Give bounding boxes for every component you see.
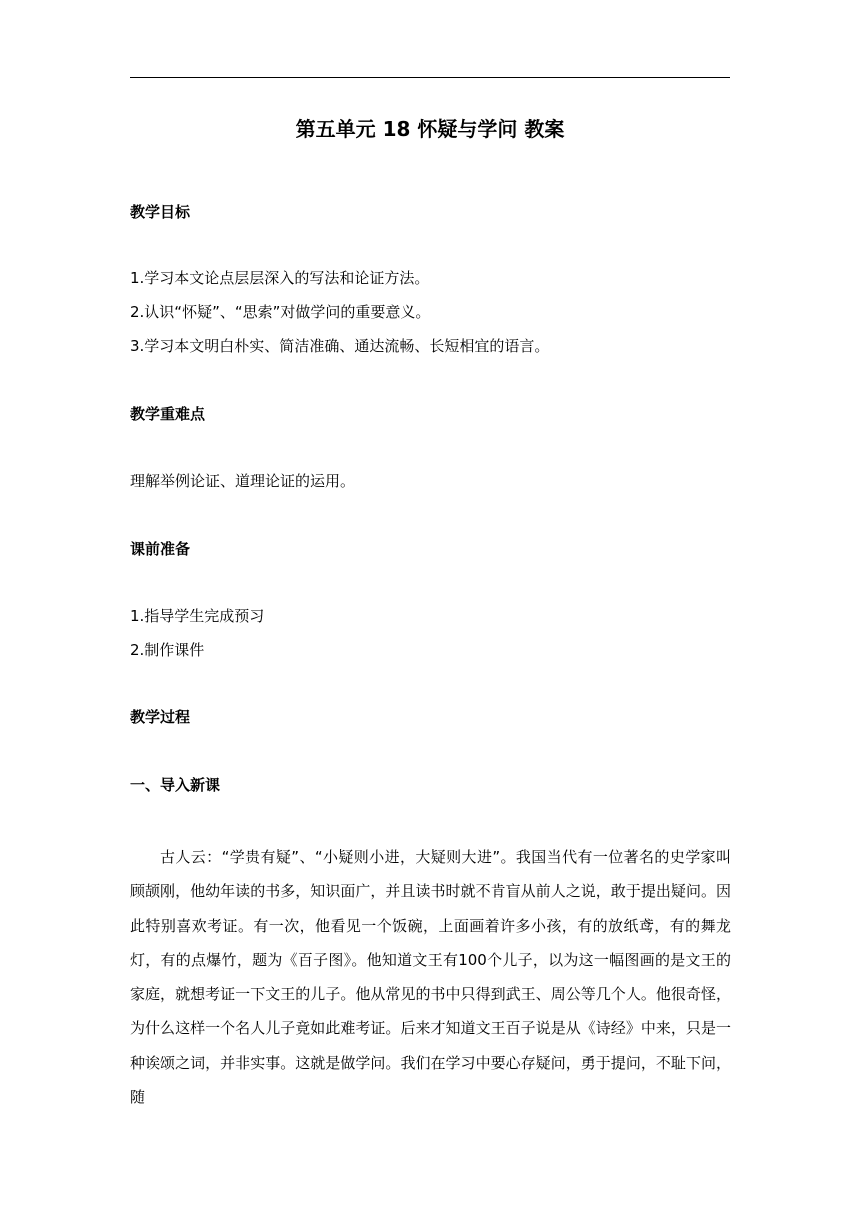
header-rule [130, 77, 730, 78]
heading-teaching-goals: 教学目标 [130, 203, 191, 221]
goal-item-2: 2.认识“怀疑”、“思索”对做学问的重要意义。 [130, 303, 431, 321]
subheading-introduction: 一、导入新课 [130, 776, 221, 794]
key-points-text: 理解举例论证、道理论证的运用。 [130, 472, 356, 490]
goal-item-3: 3.学习本文明白朴实、简洁准确、通达流畅、长短相宜的语言。 [130, 337, 550, 355]
preparation-item-1: 1.指导学生完成预习 [130, 607, 265, 625]
heading-key-points: 教学重难点 [130, 405, 206, 423]
document-title: 第五单元 18 怀疑与学问 教案 [295, 117, 565, 141]
goal-item-1: 1.学习本文论点层层深入的写法和论证方法。 [130, 269, 430, 287]
heading-teaching-process: 教学过程 [130, 708, 191, 726]
preparation-item-2: 2.制作课件 [130, 641, 205, 659]
heading-preparation: 课前准备 [130, 540, 191, 558]
introduction-paragraph: 古人云：“学贵有疑”、“小疑则小进，大疑则大进”。我国当代有一位著名的史学家叫顾颉刚，他幼年读的书多，知识面广，并且读书时就不肯盲从前人之说，敢于提出疑问。因此特别喜欢考证。有一次，他看见一个饭碗，上面画着许多小孩，有的放纸鸢，有的舞龙灯，有的点爆竹，题为《百子图》。他知道文王有100个儿子，以为这一幅图画的是文王的家庭，就想考证一下文王的儿子。他从常见的书中只得到武王、周公等几个人。他很奇怪，为什么这样一个名人儿子竟如此难考证。后来才知道文王百子说是从《诗经》中来，只是一种诶颂之词，并非实事。这就是做学问。我们在学习中要心存疑问，勇于提问，不耻下问，随 [130, 848, 731, 1107]
